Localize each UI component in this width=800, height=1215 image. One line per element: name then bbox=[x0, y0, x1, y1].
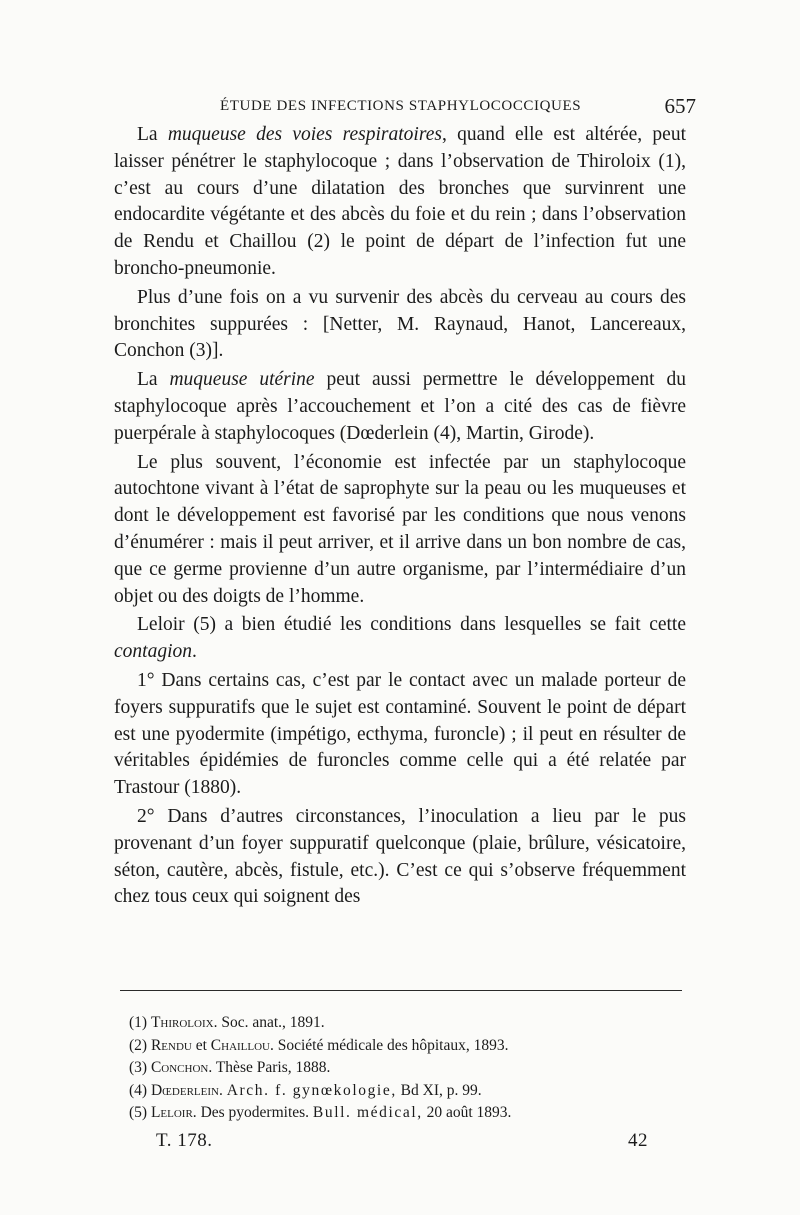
footnote-journal: Bull. médical, bbox=[312, 1104, 423, 1121]
signature-number: 42 bbox=[628, 1130, 648, 1151]
footnote-marker: (4) bbox=[129, 1081, 148, 1099]
paragraph bbox=[114, 122, 686, 283]
footnote-marker: (3) bbox=[129, 1059, 148, 1076]
footnote-author: Conchon. bbox=[150, 1059, 213, 1076]
paragraph-text: La bbox=[137, 369, 170, 391]
footnote-marker: (2) bbox=[129, 1036, 148, 1054]
footnote-3 bbox=[129, 1057, 689, 1080]
footnote-author: Dœderlein. bbox=[150, 1081, 223, 1099]
paragraph-text: . bbox=[192, 641, 197, 663]
paragraph-text: , quand elle est altérée, peut laisser pénétrer le staphylocoque ; dans l’observation de Thiroloix (1), c’est au cours d’une dilatation des bronches que survinrent une endocardite végétante et des abcès du foie et du rein ; dans l’observation de Rendu et Chaillou (2) le point de départ de l’infection fut une broncho-pneumonie. bbox=[114, 124, 686, 279]
italic-text: muqueuse utérine bbox=[169, 369, 315, 391]
footnote-text: et bbox=[195, 1036, 211, 1054]
footnote-text: Des pyodermites. bbox=[200, 1104, 313, 1121]
footnote-author: Chaillou. bbox=[210, 1036, 274, 1054]
page-number: 657 bbox=[664, 94, 696, 118]
footnote-author: Rendu bbox=[150, 1036, 192, 1054]
footnote-marker: (5) bbox=[129, 1104, 148, 1121]
paragraph-text: Plus d’une fois on a vu survenir des abcès du cerveau au cours des bronchites suppurées : [Netter, M. Raynaud, Hanot, Lancereaux, Conchon (3)]. bbox=[114, 286, 686, 362]
italic-text: muqueuse des voies respiratoires bbox=[167, 124, 442, 145]
footnote-text: 20 août 1893. bbox=[426, 1104, 512, 1121]
footnote-1 bbox=[129, 1012, 689, 1035]
footnote-divider bbox=[120, 990, 682, 991]
footnote-journal: Arch. f. gynœkologie, bbox=[226, 1081, 397, 1099]
paragraph bbox=[114, 367, 686, 447]
paragraph bbox=[114, 450, 686, 611]
footnote-author: Thiroloix. bbox=[150, 1014, 218, 1031]
footnote-2 bbox=[129, 1035, 689, 1058]
paragraph bbox=[114, 668, 686, 802]
footnote-marker: (1) bbox=[129, 1014, 148, 1031]
paragraph-text: peut aussi permettre le développement du staphylocoque après l’accouchement et l’on a cité des cas de fièvre puerpérale à staphylocoques (Dœderlein (4), Martin, Girode). bbox=[114, 369, 686, 444]
footnote-author: Leloir. bbox=[150, 1104, 197, 1121]
footnote-4 bbox=[129, 1080, 689, 1103]
italic-text: contagion bbox=[114, 641, 192, 663]
footnote-text: Société médicale des hôpitaux, 1893. bbox=[277, 1036, 509, 1054]
paragraph bbox=[114, 285, 686, 365]
paragraph-text: Le plus souvent, l’économie est infectée par un staphylocoque autochtone vivant à l’état de saprophyte sur la peau ou les muqueuses et dont le développement est favorisé par les conditions que nous venons d’énumérer : mais il peut arriver, et il arrive dans un bon nombre de cas, que ce germe provienne d’un autre organisme, par l’intermédiaire d’un objet ou des doigts de l’homme. bbox=[114, 451, 686, 607]
body-text bbox=[114, 122, 686, 911]
footnote-text: Bd XI, p. 99. bbox=[400, 1081, 482, 1099]
paragraph-text: 2° Dans d’autres circonstances, l’inoculation a lieu par le pus provenant d’un foyer suppuratif quelconque (plaie, brûlure, vésicatoire, séton, cautère, abcès, fistule, etc.). C’est ce qui s’observe fréquemment chez tous ceux qui soignent des bbox=[114, 805, 686, 908]
running-head-title: ÉTUDE DES INFECTIONS STAPHYLOCOCCIQUES bbox=[220, 98, 582, 114]
paragraph-text: Leloir (5) a bien étudié les conditions dans lesquelles se fait cette bbox=[137, 614, 686, 636]
paragraph-text: La bbox=[137, 124, 168, 145]
footnote-text: Thèse Paris, 1888. bbox=[215, 1059, 331, 1076]
paragraph bbox=[114, 804, 686, 911]
paragraph bbox=[114, 612, 686, 666]
paragraph-text: 1° Dans certains cas, c’est par le contact avec un malade porteur de foyers suppuratifs que le sujet est contaminé. Souvent le point de départ est une pyodermite (impétigo, ecthyma, furoncle) ; il peut en résulter de véritables épidémies de furoncles comme celle qui a été relatée par Trastour (1880). bbox=[114, 669, 686, 799]
footnotes bbox=[129, 1012, 689, 1125]
footnote-5 bbox=[129, 1102, 689, 1125]
running-head bbox=[112, 92, 696, 118]
signature-mark: T. 178. bbox=[156, 1130, 213, 1151]
footnote-text: Soc. anat., 1891. bbox=[221, 1014, 325, 1031]
